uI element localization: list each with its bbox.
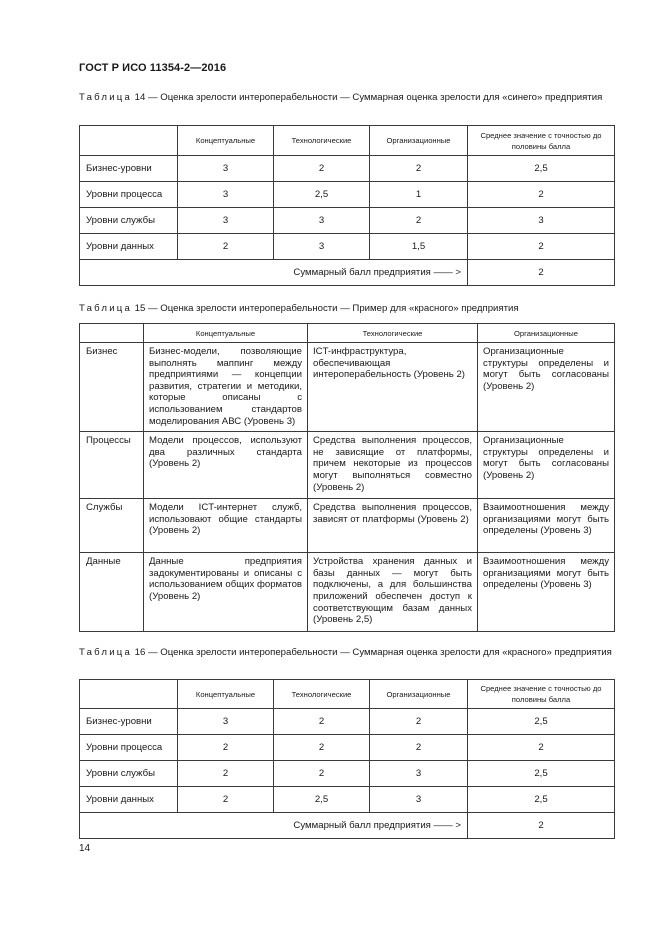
cell-text: Модели ICT-интернет служб, использовают общие стандарты (Уровень 2) xyxy=(144,499,308,553)
table-16-caption xyxy=(79,647,614,660)
total-value: 2 xyxy=(468,260,615,286)
row-label: Бизнес xyxy=(80,343,144,432)
column-header: Организационные xyxy=(370,680,468,709)
cell-value: 3 xyxy=(274,208,370,234)
caption-text: 15 — Оценка зрелости интероперабельности — Пример для «красного» предприятия xyxy=(132,303,519,314)
cell-value: 2 xyxy=(370,156,468,182)
table-header-row xyxy=(80,126,615,156)
cell-text: Средства выполнения процессов, не зависящие от платформы, причем некоторые из процессов могут выполняться совместно (Уровень 2) xyxy=(308,432,478,499)
table-row xyxy=(80,234,615,260)
cell-value: 2 xyxy=(274,709,370,735)
cell-value: 2 xyxy=(178,234,274,260)
total-value: 2 xyxy=(468,813,615,839)
caption-table-word: Таблица xyxy=(79,303,133,314)
total-label: Суммарный балл предприятия —— > xyxy=(80,260,468,286)
row-label: Уровни данных xyxy=(80,234,178,260)
cell-value: 2 xyxy=(468,234,615,260)
column-header: Среднее значение с точностью до половины балла xyxy=(468,126,615,156)
cell-value: 3 xyxy=(468,208,615,234)
cell-value: 3 xyxy=(178,208,274,234)
cell-text: Взаимоотношения между организациями могут быть определены (Уровень 3) xyxy=(478,553,615,632)
caption-text: 16 — Оценка зрелости интероперабельности — Суммарная оценка зрелости для «красного» предприятия xyxy=(132,647,612,658)
column-header: Концептуальные xyxy=(144,324,308,343)
cell-text: ICT-инфраструктура, обеспечивающая интероперабельность (Уровень 2) xyxy=(308,343,478,432)
table-row xyxy=(80,761,615,787)
cell-value: 2 xyxy=(178,787,274,813)
cell-value: 2 xyxy=(274,761,370,787)
cell-value: 2,5 xyxy=(468,787,615,813)
cell-value: 2,5 xyxy=(468,709,615,735)
cell-value: 1 xyxy=(370,182,468,208)
cell-value: 2,5 xyxy=(274,182,370,208)
cell-value: 2 xyxy=(274,156,370,182)
column-header: Организационные xyxy=(478,324,615,343)
table-row xyxy=(80,709,615,735)
table-row xyxy=(80,735,615,761)
table-14 xyxy=(79,125,615,286)
cell-value: 2 xyxy=(178,735,274,761)
cell-value: 2 xyxy=(370,709,468,735)
cell-value: 2 xyxy=(370,735,468,761)
table-row xyxy=(80,182,615,208)
column-header: Организационные xyxy=(370,126,468,156)
row-label: Данные xyxy=(80,553,144,632)
row-label: Уровни процесса xyxy=(80,182,178,208)
row-label: Бизнес-уровни xyxy=(80,156,178,182)
header-corner-cell xyxy=(80,126,178,156)
cell-value: 3 xyxy=(370,787,468,813)
cell-value: 3 xyxy=(178,709,274,735)
row-label: Уровни службы xyxy=(80,761,178,787)
table-row xyxy=(80,156,615,182)
cell-value: 2,5 xyxy=(468,156,615,182)
table-16 xyxy=(79,679,615,839)
column-header: Технологические xyxy=(274,126,370,156)
cell-text: Данные предприятия задокументированы и описаны с использованием общих форматов (Уровень 2) xyxy=(144,553,308,632)
cell-value: 2 xyxy=(468,182,615,208)
cell-value: 2 xyxy=(370,208,468,234)
table-row xyxy=(80,499,615,553)
caption-table-word: Таблица xyxy=(79,92,133,103)
cell-value: 3 xyxy=(274,234,370,260)
row-label: Уровни данных xyxy=(80,787,178,813)
header-corner-cell xyxy=(80,680,178,709)
cell-value: 3 xyxy=(178,156,274,182)
column-header: Технологические xyxy=(308,324,478,343)
header-corner-cell xyxy=(80,324,144,343)
caption-table-word: Таблица xyxy=(79,647,133,658)
row-label: Процессы xyxy=(80,432,144,499)
row-label: Уровни службы xyxy=(80,208,178,234)
table-row xyxy=(80,432,615,499)
column-header: Среднее значение с точностью до половины балла xyxy=(468,680,615,709)
cell-value: 2,5 xyxy=(274,787,370,813)
table-row xyxy=(80,787,615,813)
cell-text: Средства выполнения процессов, зависят от платформы (Уровень 2) xyxy=(308,499,478,553)
column-header: Концептуальные xyxy=(178,126,274,156)
row-label: Службы xyxy=(80,499,144,553)
total-row xyxy=(80,813,615,839)
caption-text: 14 — Оценка зрелости интероперабельности — Суммарная оценка зрелости для «синего» предприятия xyxy=(132,92,603,103)
cell-value: 2 xyxy=(178,761,274,787)
table-row xyxy=(80,208,615,234)
row-label: Уровни процесса xyxy=(80,735,178,761)
table-header-row xyxy=(80,680,615,709)
table-15-caption xyxy=(79,303,614,316)
table-row xyxy=(80,343,615,432)
cell-text: Модели процессов, используют два различных стандарта (Уровень 2) xyxy=(144,432,308,499)
cell-value: 2 xyxy=(468,735,615,761)
column-header: Концептуальные xyxy=(178,680,274,709)
table-14-caption xyxy=(79,92,614,105)
table-row xyxy=(80,553,615,632)
cell-text: Организационные структуры определены и могут быть согласованы (Уровень 2) xyxy=(478,432,615,499)
cell-value: 2,5 xyxy=(468,761,615,787)
total-row xyxy=(80,260,615,286)
page-number: 14 xyxy=(79,843,91,854)
cell-text: Взаимоотношения между организациями могут быть определены (Уровень 3) xyxy=(478,499,615,553)
cell-text: Бизнес-модели, позволяющие выполнять маппинг между предприятиями — концепции развития, стратегии и методики, которые описаны с использованием стандартов моделирования АВС (Уровень 3) xyxy=(144,343,308,432)
document-header: ГОСТ Р ИСО 11354-2—2016 xyxy=(79,62,227,74)
column-header: Технологические xyxy=(274,680,370,709)
total-label: Суммарный балл предприятия —— > xyxy=(80,813,468,839)
cell-value: 2 xyxy=(274,735,370,761)
cell-value: 3 xyxy=(178,182,274,208)
cell-text: Устройства хранения данных и базы данных — могут быть подключены, а для большинства приложений обеспечен доступ к соответствующим базам данных (Уровень 2,5) xyxy=(308,553,478,632)
table-header-row xyxy=(80,324,615,343)
cell-text: Организационные структуры определены и могут быть согласованы (Уровень 2) xyxy=(478,343,615,432)
row-label: Бизнес-уровни xyxy=(80,709,178,735)
table-15 xyxy=(79,323,615,632)
cell-value: 3 xyxy=(370,761,468,787)
cell-value: 1,5 xyxy=(370,234,468,260)
